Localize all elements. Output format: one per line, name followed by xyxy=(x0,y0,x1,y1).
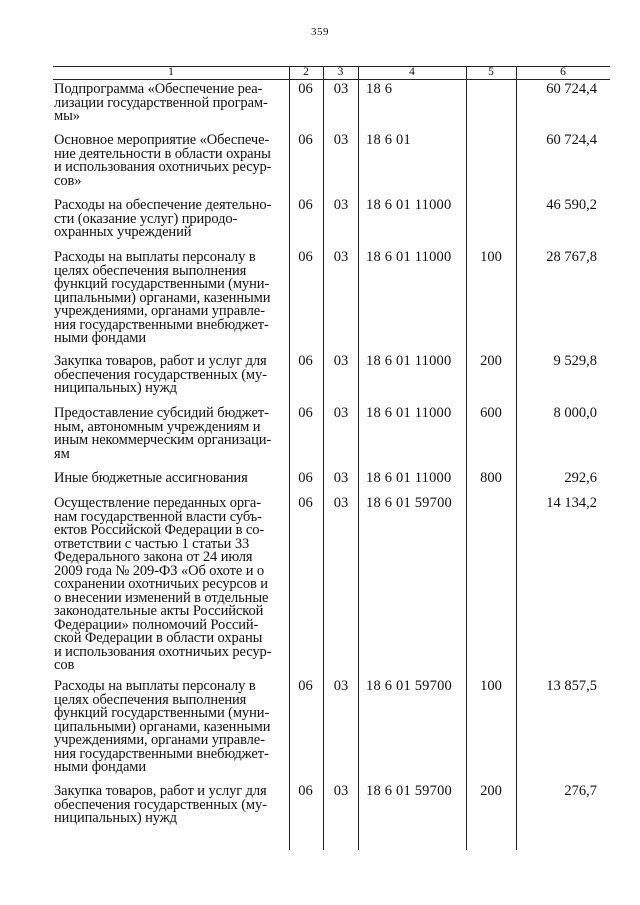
row-amount: 28 767,8 xyxy=(546,249,597,265)
row-amount: 292,6 xyxy=(564,470,597,486)
row-subsection: 03 xyxy=(333,249,349,265)
row-amount: 60 724,4 xyxy=(546,81,597,97)
row-target-article: 18 6 01 11000 xyxy=(366,249,452,265)
page-number: 359 xyxy=(311,26,329,38)
row-section: 06 xyxy=(298,678,313,694)
row-name: Подпрограмма «Обеспечение реа- лизации государственной програм- мы» xyxy=(54,81,268,124)
row-target-article: 18 6 01 59700 xyxy=(366,678,452,694)
row-name: Расходы на выплаты персоналу в целях обеспечения выполнения функций государственными (муни- ципальными) органами, казенными учреждениями, органами управле- ния государственными внебюджет- ными фондами xyxy=(54,678,271,775)
column-header-section: 2 xyxy=(303,66,309,78)
column-divider xyxy=(358,66,359,850)
row-subsection: 03 xyxy=(333,678,349,694)
row-subsection: 03 xyxy=(333,197,349,213)
budget-table xyxy=(53,66,610,850)
column-divider xyxy=(516,66,517,850)
row-amount: 8 000,0 xyxy=(553,405,597,421)
row-expense-type: 100 xyxy=(480,249,502,265)
row-section: 06 xyxy=(298,249,313,265)
row-subsection: 03 xyxy=(333,405,349,421)
row-name: Основное мероприятие «Обеспече- ние деятельности в области охраны и использования охотничьих ресур- сов» xyxy=(54,132,272,189)
row-amount: 14 134,2 xyxy=(546,495,597,511)
row-section: 06 xyxy=(298,470,313,486)
row-amount: 13 857,5 xyxy=(546,678,597,694)
column-header-amount: 6 xyxy=(560,66,566,78)
row-expense-type: 800 xyxy=(480,470,502,486)
row-section: 06 xyxy=(298,132,313,148)
row-name: Расходы на обеспечение деятельно- сти (оказание услуг) природо- охранных учреждений xyxy=(54,197,272,240)
row-amount: 9 529,8 xyxy=(553,353,597,369)
row-target-article: 18 6 01 11000 xyxy=(366,470,452,486)
row-subsection: 03 xyxy=(333,353,349,369)
row-section: 06 xyxy=(298,495,313,511)
column-divider xyxy=(289,66,290,850)
row-name: Предоставление субсидий бюджет- ным, автономным учреждениям и иным некоммерческим организаци- ям xyxy=(54,405,272,462)
row-target-article: 18 6 01 11000 xyxy=(366,353,452,369)
row-amount: 276,7 xyxy=(564,783,597,799)
row-expense-type: 600 xyxy=(480,405,502,421)
row-amount: 46 590,2 xyxy=(546,197,597,213)
row-name: Иные бюджетные ассигнования xyxy=(54,470,248,486)
column-divider xyxy=(466,66,467,850)
row-target-article: 18 6 01 xyxy=(366,132,411,148)
row-target-article: 18 6 01 11000 xyxy=(366,197,452,213)
row-amount: 60 724,4 xyxy=(546,132,597,148)
row-subsection: 03 xyxy=(333,470,349,486)
row-section: 06 xyxy=(298,353,313,369)
row-expense-type: 200 xyxy=(480,353,502,369)
row-expense-type: 100 xyxy=(480,678,502,694)
row-name: Закупка товаров, работ и услуг для обеспечения государственных (му- ниципальных) нужд xyxy=(54,783,267,826)
row-name: Осуществление переданных орга- нам государственной власти субъ- ектов Российской Федерации в со- ответствии с частью 1 статьи 33 Федерального закона от 24 июля 2009 года № 209-ФЗ «Об охоте и о сохранении охотничьих ресурсов и о внесении изменений в отдельные законодательные акты Российской Федерации» полномочий Россий- ской Федерации в области охраны и использования охотничьих ресур- сов xyxy=(54,495,272,673)
column-header-subsection: 3 xyxy=(337,66,344,78)
row-name: Закупка товаров, работ и услуг для обеспечения государственных (му- ниципальных) нужд xyxy=(54,353,267,396)
row-target-article: 18 6 01 59700 xyxy=(366,783,452,799)
row-section: 06 xyxy=(298,783,313,799)
column-divider xyxy=(323,66,324,850)
row-subsection: 03 xyxy=(333,81,349,97)
header-bottom-border xyxy=(53,79,610,80)
row-target-article: 18 6 01 11000 xyxy=(366,405,452,421)
row-target-article: 18 6 xyxy=(366,81,393,97)
row-subsection: 03 xyxy=(333,783,349,799)
column-header-target-article: 4 xyxy=(409,66,415,78)
row-name: Расходы на выплаты персоналу в целях обеспечения выполнения функций государственными (муни- ципальными) органами, казенными учреждениями, органами управле- ния государственными внебюджет- ными фондами xyxy=(54,249,271,346)
column-header-name: 1 xyxy=(168,66,174,78)
row-subsection: 03 xyxy=(333,495,349,511)
row-section: 06 xyxy=(298,197,313,213)
row-subsection: 03 xyxy=(333,132,349,148)
row-section: 06 xyxy=(298,81,313,97)
column-header-expense-type: 5 xyxy=(488,66,494,78)
row-section: 06 xyxy=(298,405,313,421)
row-target-article: 18 6 01 59700 xyxy=(366,495,452,511)
row-expense-type: 200 xyxy=(480,783,502,799)
